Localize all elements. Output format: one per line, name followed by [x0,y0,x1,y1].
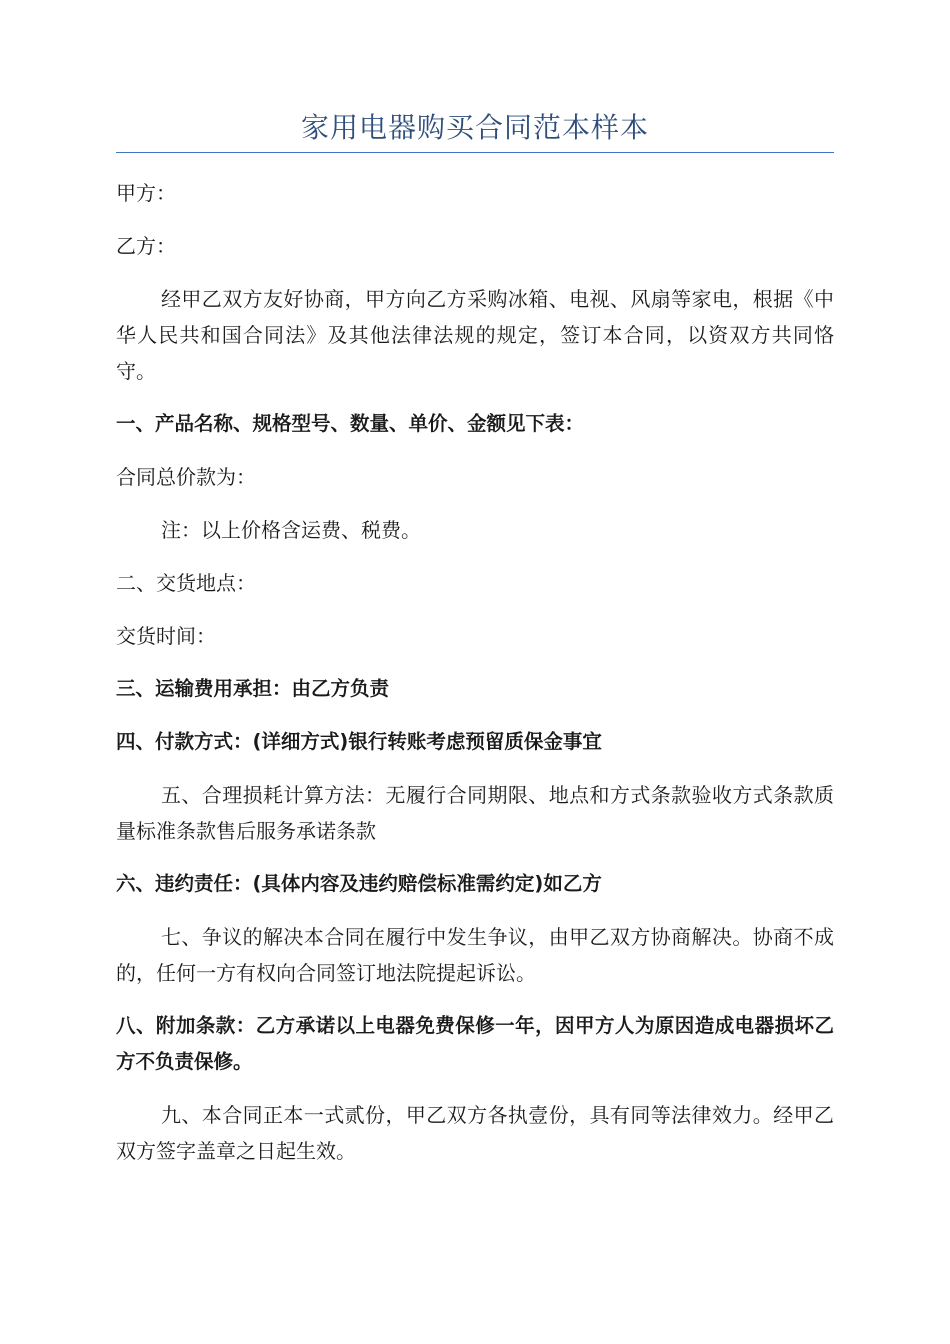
clause-7-paragraph: 七、争议的解决本合同在履行中发生争议，由甲乙双方协商解决。协商不成的，任何一方有权向合同签订地法院提起诉讼。 [116,925,834,985]
clause-2-line: 二、交货地点： [116,571,256,595]
price-note: 注：以上价格含运费、税费。 [161,518,421,542]
delivery-time-line: 交货时间： [116,624,216,648]
clause-5-paragraph: 五、合理损耗计算方法：无履行合同期限、地点和方式条款验收方式条款质量标准条款售后服务承诺条款 [116,783,834,843]
party-a-line: 甲方： [116,181,176,205]
intro-paragraph: 经甲乙双方友好协商，甲方向乙方采购冰箱、电视、风扇等家电，根据《中华人民共和国合同法》及其他法律法规的规定，签订本合同，以资双方共同恪守。 [116,287,834,383]
party-b-line: 乙方： [116,234,176,258]
clause-3-heading: 三、运输费用承担：由乙方负责 [116,677,390,700]
clause-9-paragraph: 九、本合同正本一式贰份，甲乙双方各执壹份，具有同等法律效力。经甲乙双方签字盖章之日起生效。 [116,1103,834,1163]
clause-6-heading: 六、违约责任：(具体内容及违约赔偿标准需约定)如乙方 [116,872,602,895]
document-title: 家用电器购买合同范本样本 [300,111,649,144]
total-price-line: 合同总价款为： [116,465,256,489]
clause-8-heading: 八、附加条款：乙方承诺以上电器免费保修一年，因甲方人为原因造成电器损坏乙方不负责保修。 [116,1014,834,1073]
clause-4-heading: 四、付款方式：(详细方式)银行转账考虑预留质保金事宜 [116,730,602,753]
contract-page [116,108,834,1186]
title-underline [116,152,834,153]
clause-1-heading: 一、产品名称、规格型号、数量、单价、金额见下表： [116,412,585,435]
